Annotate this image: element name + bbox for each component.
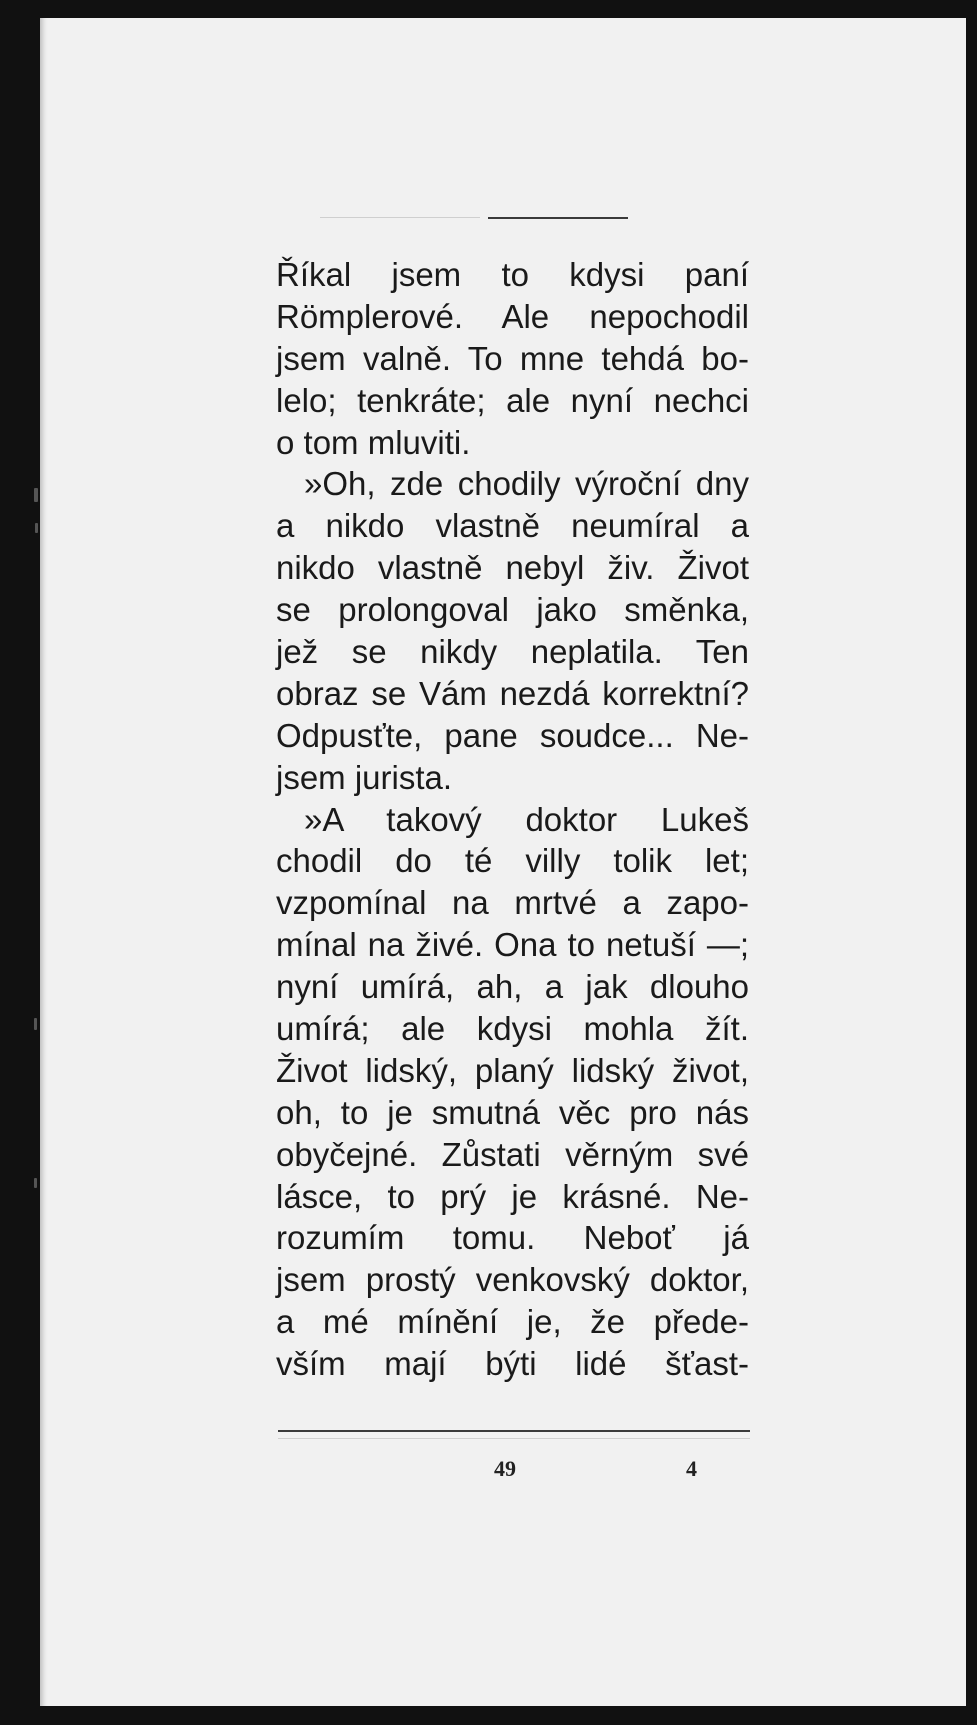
- text-line: »A takový doktor Lukeš: [304, 800, 749, 838]
- book-page: [40, 18, 966, 1706]
- printer-signature-mark: 4: [686, 1456, 697, 1481]
- text-line: obraz se Vám nezdá korrektní?: [276, 674, 749, 712]
- text-line: lásce, to prý je krásné. Ne-: [276, 1177, 749, 1215]
- text-line: jež se nikdy neplatila. Ten: [276, 633, 749, 671]
- edge-speck: [34, 488, 38, 502]
- page-number: 49: [494, 1456, 516, 1481]
- text-line: jsem prostý venkovský doktor,: [276, 1261, 749, 1299]
- header-rule: [488, 217, 628, 219]
- text-line: se prolongoval jako směnka,: [276, 591, 749, 629]
- text-line: obyčejné. Zůstati věrným své: [276, 1135, 749, 1173]
- text-line: rozumím tomu. Neboť já: [276, 1219, 749, 1257]
- body-text: [276, 254, 749, 1385]
- text-line: nyní umírá, ah, a jak dlouho: [276, 968, 749, 1006]
- text-line: vzpomínal na mrtvé a zapo-: [276, 884, 749, 922]
- text-line: mínal na živé. Ona to netuší —;: [276, 926, 749, 964]
- text-line: nikdo vlastně nebyl živ. Život: [276, 549, 749, 587]
- text-line: a mé mínění je, že přede-: [276, 1303, 749, 1341]
- text-line: a nikdo vlastně neumíral a: [276, 507, 749, 545]
- text-line: »Oh, zde chodily výroční dny: [304, 465, 749, 503]
- text-line: Říkal jsem to kdysi paní: [276, 256, 749, 293]
- text-line: o tom mluviti.: [276, 423, 471, 461]
- text-line: lelo; tenkráte; ale nyní nechci: [276, 381, 749, 419]
- text-line: Odpusťte, pane soudce... Ne-: [276, 716, 749, 754]
- header-rule-faint: [320, 217, 480, 218]
- text-line: Život lidský, planý lidský život,: [276, 1051, 749, 1089]
- text-line: Römplerové. Ale nepochodil: [276, 297, 749, 335]
- text-line: oh, to je smutná věc pro nás: [276, 1093, 749, 1131]
- footer-rule: [278, 1430, 750, 1432]
- text-line: umírá; ale kdysi mohla žít.: [276, 1010, 749, 1048]
- text-line: jsem valně. To mne tehdá bo-: [276, 339, 749, 377]
- text-line: chodil do té villy tolik let;: [276, 842, 749, 880]
- edge-speck: [34, 1178, 37, 1188]
- footer-rule-faint: [278, 1438, 750, 1439]
- edge-speck: [35, 523, 38, 533]
- edge-speck: [34, 1018, 37, 1030]
- text-line: vším mají býti lidé šťast-: [276, 1345, 749, 1383]
- text-line: jsem jurista.: [276, 758, 453, 796]
